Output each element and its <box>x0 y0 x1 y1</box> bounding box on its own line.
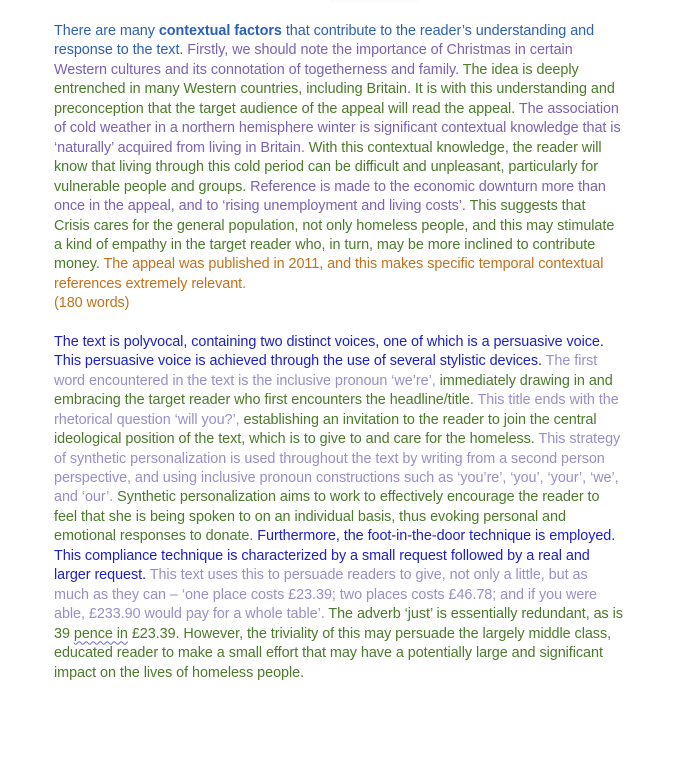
word-count: (180 words) <box>54 295 130 312</box>
sentence-rhetorical-question: This title ends with the rhetorical question ‘will you?’, <box>54 392 619 428</box>
sentence-invitation: establishing an invitation to the reader to join the central ideological position of the text, which is to give to and care for the homeless. <box>54 411 597 448</box>
sentence-individual-basis: Synthetic personalization aims to work to effectively encourage the reader to feel that she is being spoken to on an individual basis, thus evoking personal and emotional responses to donate. <box>54 489 600 545</box>
sentence-adverb-just: The adverb ‘just’ is essentially redundant, as is 39 pence in £23.39. However, the triviality of this may persuade the largely middle class, educated reader to make a small effort that may have a potentially large and significant impact on the lives of homeless people. <box>54 606 623 681</box>
paragraph-polyvocal <box>54 333 624 683</box>
sentence-economic-downturn: Reference is made to the economic downturn more than once in the appeal, and to ‘rising unemployment and living costs’. <box>54 178 606 215</box>
sentence-synthetic-personalization: This strategy of synthetic personalization is used throughout the text by writing from a second person perspective, and using inclusive pronoun constructions such as ‘you’re’, ‘you’, ‘your’, ‘we’, and ‘our’. <box>54 431 621 506</box>
sentence-christmas: Firstly, we should note the importance of Christmas in certain Western cultures and its connotation of togetherness and family. <box>54 42 573 78</box>
sentence-place-costs: This text uses this to persuade readers to give, not only a little, but as much as they can – ‘one place costs £23.39; two places costs £46.78; and if you were able, £233.90 would pay for a whole table’. <box>54 567 597 623</box>
paragraph-contextual-factors <box>54 22 624 314</box>
document-body <box>54 22 624 683</box>
page-top-edge <box>330 0 420 4</box>
sentence-intro: There are many contextual factors that contribute to the reader’s understanding and response to the text. <box>54 23 595 59</box>
sentence-drawing-in: immediately drawing in and embracing the target reader who first encounters the headline/title. <box>54 372 613 409</box>
sentence-empathy: This suggests that Crisis cares for the general population, not only homeless people, and this may stimulate a kind of empathy in the target reader who, in turn, may be more inclined to contribute money. <box>54 198 615 273</box>
spellcheck-flag-pence-in[interactable]: pence in <box>73 625 128 642</box>
sentence-polyvocal: The text is polyvocal, containing two distinct voices, one of which is a persuasive voice. This persuasive voice is achieved through the use of several stylistic devices. <box>54 333 604 370</box>
sentence-cold-weather: The association of cold weather in a northern hemisphere winter is significant contextual knowledge that is ‘naturally’ acquired from living in Britain. <box>54 100 621 156</box>
bold-term-contextual-factors: contextual factors <box>158 23 282 39</box>
sentence-published-2011: The appeal was published in 2011, and this makes specific temporal contextual references extremely relevant. <box>54 256 604 292</box>
sentence-foot-in-the-door: Furthermore, the foot-in-the-door technique is employed. This compliance technique is characterized by a small request followed by a real and larger request. <box>54 528 616 584</box>
sentence-contextual-knowledge: With this contextual knowledge, the reader will know that living through this cold period can be difficult and unpleasant, particularly for vulnerable people and groups. <box>54 139 602 195</box>
sentence-entrenched: The idea is deeply entrenched in many Western countries, including Britain. It is with this understanding and preconception that the target audience of the appeal will read the appeal. <box>54 61 615 117</box>
sentence-first-word: The first word encountered in the text is the inclusive pronoun ‘we’re’, <box>54 353 598 389</box>
